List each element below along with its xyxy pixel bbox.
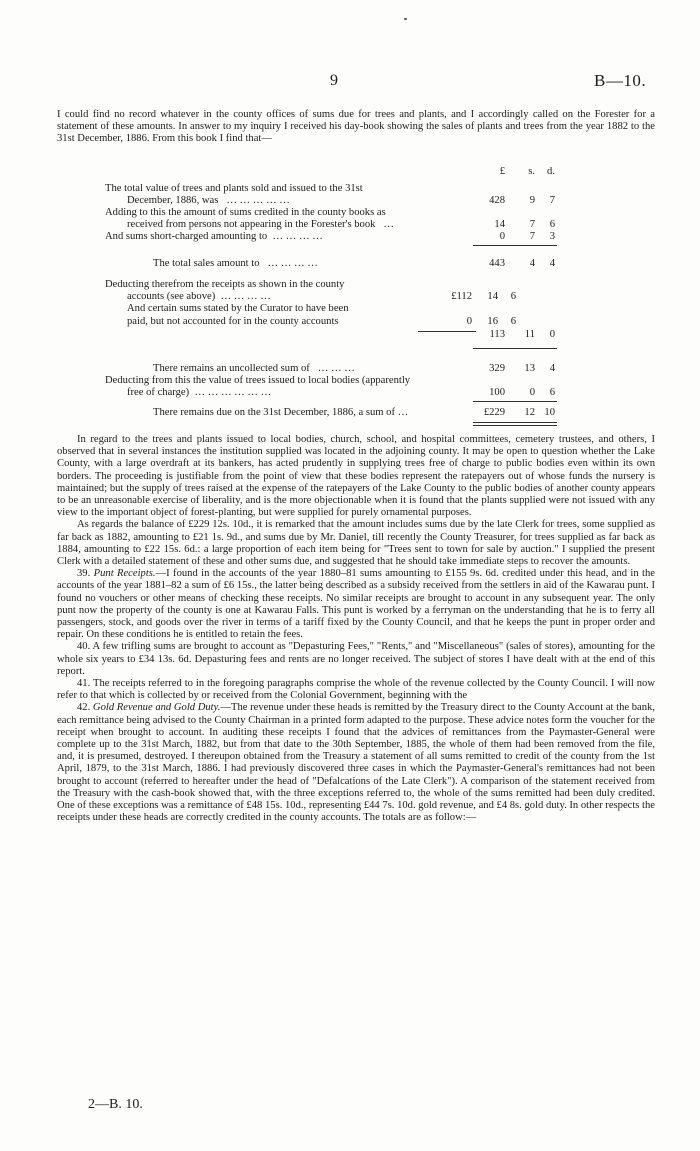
- deducting-text: Deducting therefrom the receipts as shown in the county: [105, 279, 345, 290]
- account-table: [105, 166, 575, 416]
- deduction-total-pence: 0: [549, 329, 555, 340]
- total-sales-row: [105, 258, 575, 271]
- paragraph-42: 42. Gold Revenue and Gold Duty.—The revenue under these heads is remitted by the Treasury direct to the County Account at the bank, each remittance being advised to the County Chairman in a printed form adapted to the purpose. These advice notes form the voucher for the receipt when brought to account. In auditing these receipts I found that the advices of remittances from the Paymaster-General were complete up to the 31st March, 1882, but from that date to the 30th September, 1885, the whole of them had been removed from the file, and, it is presumed, destroyed. I thereupon obtained from the Treasury a statement of all sums remitted to credit of the county from the 1st April, 1879, to the 31st March, 1886. I had previously discovered three cases in which the Paymaster-General's remittances had not been brought to account (referred to hereafter under the head of "Defalcations of the Late Clerk"). A comparison of the statement received from the Treasury with the cash-book showed that, with the three exceptions referred to, the whole of the sums remitted had been duly credited. One of these exceptions was a remittance of £48 15s. 10d., representing £44 7s. 10d. gold revenue, and £4 8s. gold duty. In other respects the receipts under these heads are correctly credited in the county accounts. The totals are as follow:—: [57, 702, 656, 824]
- total-sales-shillings: 4: [529, 258, 535, 269]
- uncollected-text: There remains an uncollected sum of … … …: [153, 363, 355, 374]
- deducting-text2: accounts (see above) … … … …: [127, 291, 271, 302]
- double-rule-2: [473, 425, 557, 426]
- uncollected-shillings: 13: [524, 363, 535, 374]
- double-rule-1: [473, 422, 557, 423]
- short-charged-row: [105, 231, 575, 244]
- shillings-header: s.: [528, 166, 535, 177]
- paragraph-40: 40. A few trifling sums are brought to account as "Depasturing Fees," "Rents," and "Miscellaneous" (sales of stores), amounting for the whole six years to £34 13s. 6d. Depasturing fees and rents are no longer received. The subject of stores I have dealt with at the end of this report.: [57, 641, 655, 677]
- total-value-text: The total value of trees and plants sold and issued to the 31st: [105, 183, 363, 194]
- total-value-shillings: 9: [529, 195, 535, 206]
- local-bodies-text2: free of charge) … … … … … …: [127, 387, 272, 398]
- total-value-text2: December, 1886, was … … … … …: [127, 195, 290, 206]
- deducting-pounds: £112: [451, 291, 472, 302]
- document-code: B—10.: [594, 71, 647, 90]
- total-sales-pounds: 443: [489, 258, 505, 269]
- total-value-pounds: 428: [489, 195, 505, 206]
- remains-due-row: [105, 407, 575, 420]
- local-bodies-pounds: 100: [489, 387, 505, 398]
- curator-text2: paid, but not accounted for in the county accounts: [127, 316, 339, 327]
- paragraph-39: 39. Punt Receipts.—I found in the accounts of the year 1880–81 sums amounting to £155 9s. 6d. credited under this head, and in the accounts of the year 1881–82 a sum of £6 15s., the latter being described as a subsidy received from the settlers in aid of the Kawarau punt. I found no vouchers or other means of checking these receipts. No similar receipts are brought to account in any subsequent year. The only punt now the property of the county is one at Kawarau Falls. This punt is worked by a ferryman on the understanding that he is to ferry all passengers, stock, and goods over the river in terms of a tariff fixed by the County Council, and that he keeps the punt in proper order and repair. On these conditions he is entitled to retain the fees.: [57, 568, 655, 641]
- currency-headers: [105, 166, 575, 179]
- deduction-total-pounds: 113: [489, 329, 505, 340]
- adding-shillings: 7: [529, 219, 535, 230]
- subtotal-rule: [473, 245, 557, 246]
- short-charged-pence: 3: [549, 231, 555, 242]
- deducting-pence: 6: [510, 291, 516, 302]
- remainder-rule: [473, 348, 557, 349]
- remains-due-pence: 10: [544, 407, 555, 418]
- adding-text: Adding to this the amount of sums credited in the county books as: [105, 207, 386, 218]
- local-bodies-pence: 6: [549, 387, 555, 398]
- curator-text: And certain sums stated by the Curator to have been: [127, 303, 349, 314]
- curator-line1: [105, 303, 575, 316]
- final-rule: [473, 401, 557, 402]
- adding-pence: 6: [549, 219, 555, 230]
- paragraph-41: 41. The receipts referred to in the foregoing paragraphs comprise the whole of the revenue collected by the County Council. I will now refer to that which is collected by or received from the Colonial Government, beginning with the: [57, 678, 655, 702]
- total-sales-text: The total sales amount to … … … …: [153, 258, 318, 269]
- curator-pounds: 0: [466, 316, 472, 327]
- page-footer: 2—B. 10.: [88, 1097, 143, 1112]
- print-speck: [404, 18, 407, 20]
- curator-pence: 6: [510, 316, 516, 327]
- body-text: [57, 434, 655, 825]
- remains-due-shillings: 12: [524, 407, 535, 418]
- paragraph-local-bodies: In regard to the trees and plants issued to local bodies, church, school, and hospital committees, cemetery trustees, and others, I observed that in several instances the institution supplied was located in the adjoining county. It may be open to question whether the Lake County, with a large overdraft at its bankers, has acted prudently in supplying trees free of charge to public bodies even within its own borders. The proceeding is justifiable from the point of view that these bodies represent the ratepayers out of whose funds the nursery is maintained; but the supply of trees raised at the expense of the ratepayers of the Lake County to the public bodies of another county appears to be an unreasonable exercise of liberality, and is the more objectionable when it is found that the plants supplied were not issued with any view to the important object of forest-planting, but were supplied for purely ornamental purposes.: [57, 434, 655, 519]
- page-number: 9: [330, 72, 338, 89]
- short-charged-shillings: 7: [529, 231, 535, 242]
- remains-due-text: There remains due on the 31st December, 1886, a sum of …: [153, 407, 409, 418]
- short-charged-pounds: 0: [499, 231, 505, 242]
- adding-pounds: 14: [494, 219, 505, 230]
- total-value-pence: 7: [549, 195, 555, 206]
- curator-row: [105, 316, 575, 329]
- heading-punt-receipts: Punt Receipts.: [93, 568, 156, 580]
- local-bodies-text: Deducting from this the value of trees issued to local bodies (apparently: [105, 375, 411, 386]
- deduction-total-shillings: 11: [524, 329, 535, 340]
- adding-text2: received from persons not appearing in the Forester's book …: [127, 219, 394, 230]
- paragraph-balance: As regards the balance of £229 12s. 10d., it is remarked that the amount includes sums due by the late Clerk for trees, some supplied as far back as 1882, amounting to £21 1s. 9d., and sums due by Mr. Daniel, till recently the County Treasurer, for trees supplied as far back as 1884, amounting to £22 15s. 6d.: a large proportion of each item being for "Trees sent to town for sale by auction." I supplied the present Clerk with a detailed statement of these and other sums due, and suggested that he should take immediate steps to recover the amounts.: [57, 519, 655, 568]
- deducting-shillings: 14: [487, 291, 498, 302]
- remains-due-pounds: £229: [483, 407, 505, 418]
- curator-shillings: 16: [487, 316, 498, 327]
- intro-paragraph: [57, 109, 655, 146]
- uncollected-pence: 4: [549, 363, 555, 374]
- pounds-header: £: [499, 166, 505, 177]
- short-charged-text: And sums short-charged amounting to … … … …: [105, 231, 323, 242]
- pence-header: d.: [547, 166, 555, 177]
- heading-gold-revenue: Gold Revenue and Gold Duty.: [92, 702, 221, 714]
- local-bodies-shillings: 0: [529, 387, 535, 398]
- local-bodies-row: [105, 387, 575, 400]
- uncollected-pounds: 329: [489, 363, 505, 374]
- total-sales-pence: 4: [549, 258, 555, 269]
- intro-text: I could find no record whatever in the county offices of sums due for trees and plants, and I accordingly called on the Forester for a statement of these amounts. In answer to my inquiry I received his day-book showing the sales of plants and trees from the year 1882 to the 31st December, 1886. From this book I find that—: [57, 109, 655, 145]
- deduction-total-row: [105, 329, 575, 342]
